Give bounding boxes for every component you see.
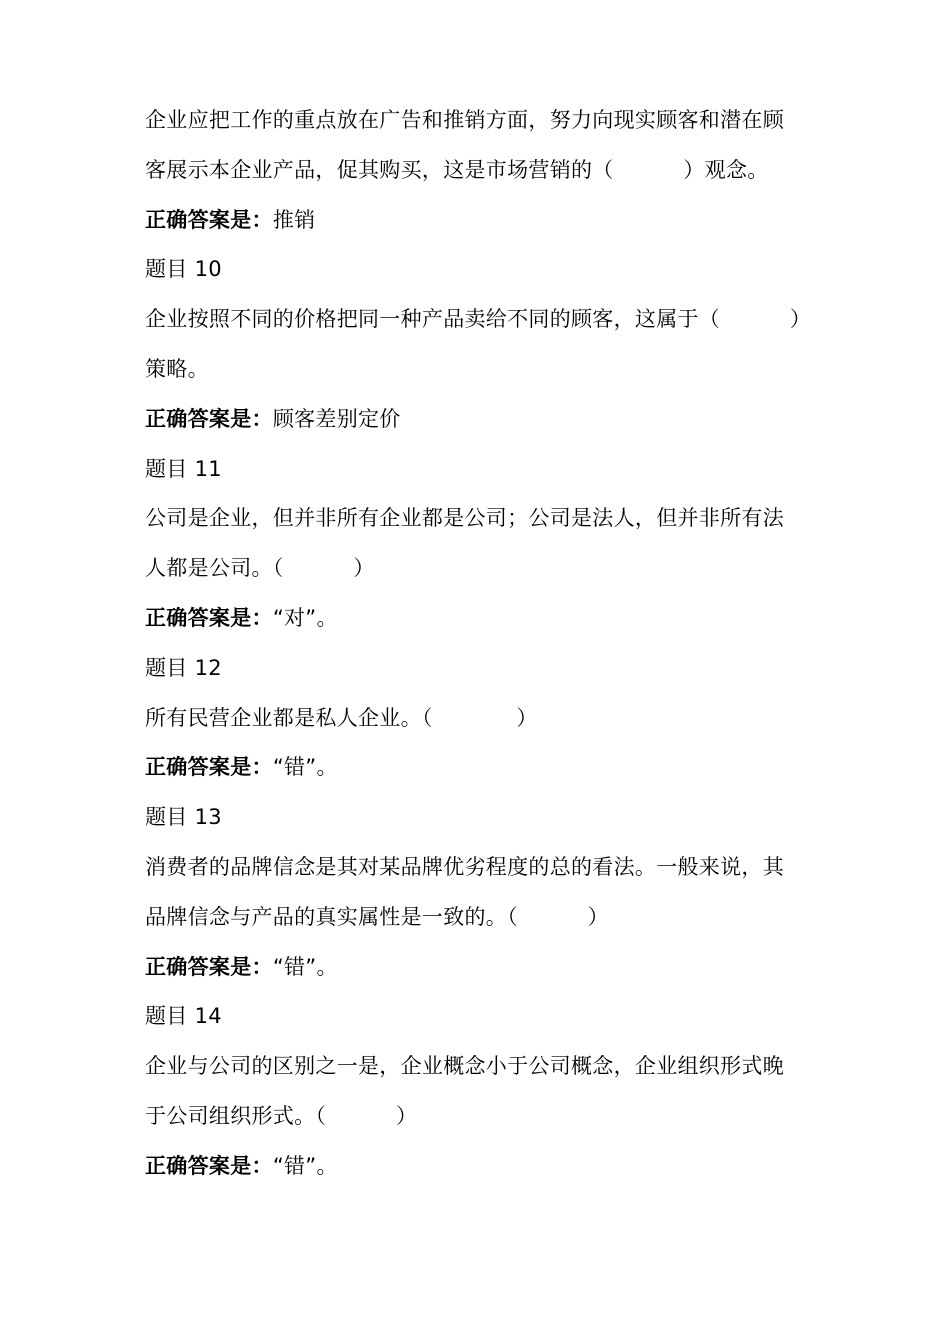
question-text-line: 企业按照不同的价格把同一种产品卖给不同的顾客，这属于（ ）: [145, 307, 812, 332]
answer-line: [145, 594, 825, 644]
question-text-line: 策略。: [145, 356, 209, 381]
answer-label: 正确答案是：: [145, 406, 273, 431]
answer-line: [145, 743, 825, 793]
question-heading: 题目 13: [145, 805, 222, 830]
answer-line: [145, 1142, 825, 1192]
question-text-line: 消费者的品牌信念是其对某品牌优劣程度的总的看法。一般来说，其: [145, 854, 784, 879]
answer-label: 正确答案是：: [145, 207, 273, 232]
answer-line: [145, 196, 825, 246]
answer-label: 正确答案是：: [145, 954, 273, 979]
question-text-line: 人都是公司。（ ）: [145, 556, 375, 581]
question-text-line: 企业应把工作的重点放在广告和推销方面，努力向现实顾客和潜在顾: [145, 108, 784, 132]
answer-value: “错”。: [272, 954, 338, 979]
answer-label: 正确答案是：: [145, 605, 273, 630]
answer-value: “对”。: [272, 605, 338, 630]
question-text-line: 公司是企业，但并非所有企业都是公司；公司是法人，但并非所有法: [145, 506, 784, 531]
question-text-line: 于公司组织形式。（ ）: [145, 1103, 418, 1128]
answer-label: 正确答案是：: [145, 1153, 273, 1178]
answer-line: [145, 943, 825, 993]
answer-value: “错”。: [272, 1153, 338, 1178]
question-heading: 题目 10: [145, 257, 222, 282]
question-text-line: 客展示本企业产品，促其购买，这是市场营销的（ ）观念。: [145, 157, 769, 182]
answer-label: 正确答案是：: [145, 755, 273, 780]
question-heading: 题目 12: [145, 655, 222, 680]
question-heading: 题目 11: [145, 456, 222, 481]
answer-value: 顾客差别定价: [272, 406, 401, 431]
question-heading: 题目 14: [145, 1004, 222, 1029]
question-text-line: 企业与公司的区别之一是，企业概念小于公司概念，企业组织形式晚: [145, 1054, 784, 1079]
answer-value: 推销: [272, 207, 316, 232]
question-text-line: 品牌信念与产品的真实属性是一致的。（ ）: [145, 904, 609, 929]
document-page: [145, 96, 825, 1192]
question-text-line: 所有民营企业都是私人企业。（ ）: [145, 705, 538, 730]
answer-value: “错”。: [272, 755, 338, 780]
answer-line: [145, 395, 825, 445]
